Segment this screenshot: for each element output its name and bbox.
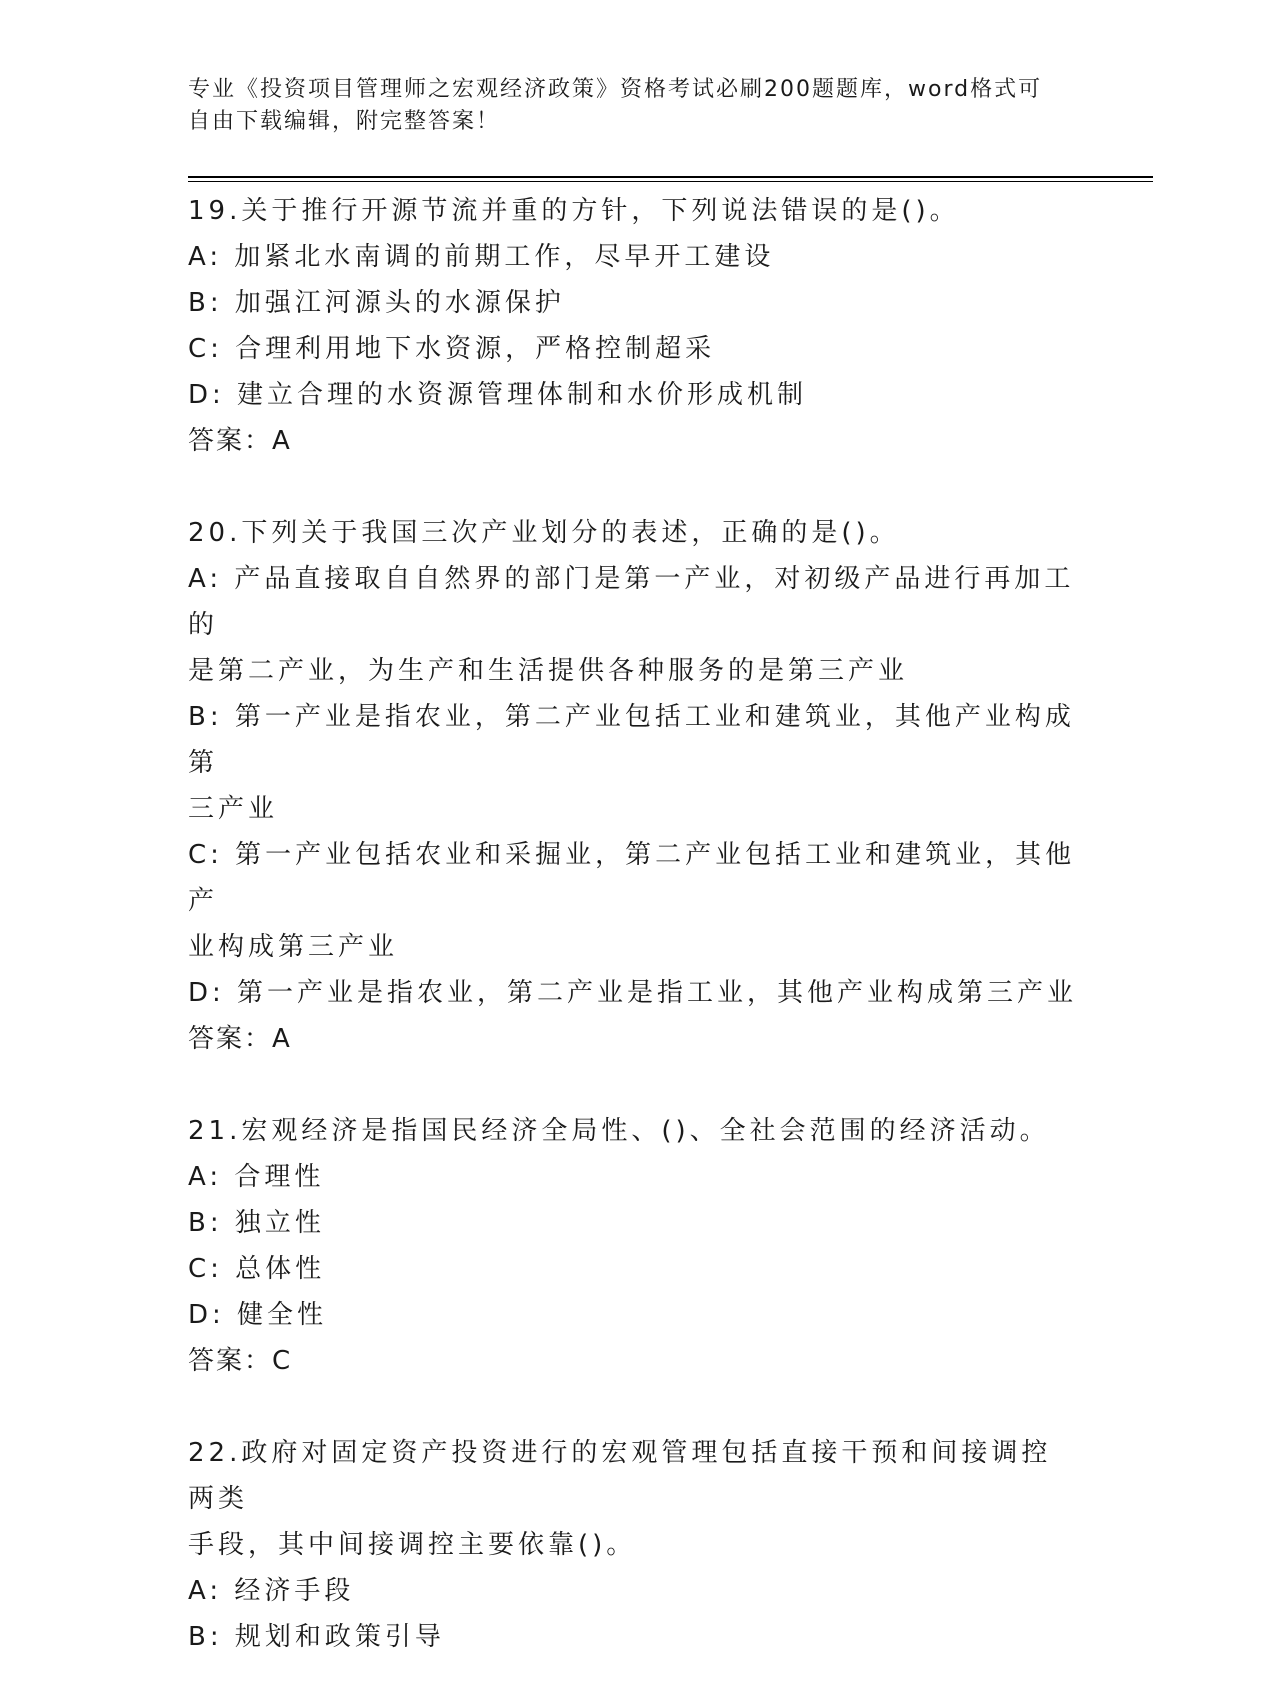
- question-stem: 22.政府对固定资产投资进行的宏观管理包括直接干预和间接调控两类: [188, 1438, 1052, 1514]
- option-d: D: 第一产业是指农业，第二产业是指工业，其他产业构成第三产业: [188, 978, 1078, 1008]
- header-divider-thick: [188, 176, 1153, 178]
- option-c: C: 合理利用地下水资源，严格控制超采: [188, 334, 716, 364]
- question-19: [188, 188, 1078, 464]
- option-d: D: 健全性: [188, 1300, 328, 1330]
- option-a-continued: 是第二产业，为生产和生活提供各种服务的是第三产业: [188, 656, 909, 686]
- document-header: [188, 74, 1088, 138]
- option-b: B: 独立性: [188, 1208, 325, 1238]
- option-c-continued: 业构成第三产业: [188, 932, 399, 962]
- question-22: [188, 1430, 1078, 1660]
- answer-line: 答案：C: [188, 1346, 293, 1376]
- option-b: B: 加强江河源头的水源保护: [188, 288, 565, 318]
- question-stem: 21.宏观经济是指国民经济全局性、()、全社会范围的经济活动。: [188, 1116, 1050, 1146]
- option-c: C: 总体性: [188, 1254, 326, 1284]
- option-a: A: 产品直接取自自然界的部门是第一产业，对初级产品进行再加工的: [188, 564, 1075, 640]
- question-20: [188, 510, 1078, 1062]
- answer-line: 答案：A: [188, 426, 292, 456]
- option-a: A: 经济手段: [188, 1576, 355, 1606]
- option-a: A: 加紧北水南调的前期工作，尽早开工建设: [188, 242, 775, 272]
- header-line-1: 专业《投资项目管理师之宏观经济政策》资格考试必刷200题题库，word格式可: [188, 77, 1043, 102]
- question-stem: 20.下列关于我国三次产业划分的表述，正确的是()。: [188, 518, 900, 548]
- answer-line: 答案：A: [188, 1024, 292, 1054]
- question-stem: 19.关于推行开源节流并重的方针，下列说法错误的是()。: [188, 196, 960, 226]
- question-21: [188, 1108, 1078, 1384]
- option-c: C: 第一产业包括农业和采掘业，第二产业包括工业和建筑业，其他产: [188, 840, 1076, 916]
- option-b: B: 第一产业是指农业，第二产业包括工业和建筑业，其他产业构成第: [188, 702, 1075, 778]
- question-list: [188, 188, 1078, 1706]
- option-a: A: 合理性: [188, 1162, 325, 1192]
- option-b: B: 规划和政策引导: [188, 1622, 445, 1652]
- header-line-2: 自由下载编辑，附完整答案！: [188, 109, 501, 134]
- question-stem-continued: 手段，其中间接调控主要依靠()。: [188, 1530, 637, 1560]
- option-d: D: 建立合理的水资源管理体制和水价形成机制: [188, 380, 808, 410]
- header-divider-thin: [188, 181, 1153, 182]
- option-b-continued: 三产业: [188, 794, 279, 824]
